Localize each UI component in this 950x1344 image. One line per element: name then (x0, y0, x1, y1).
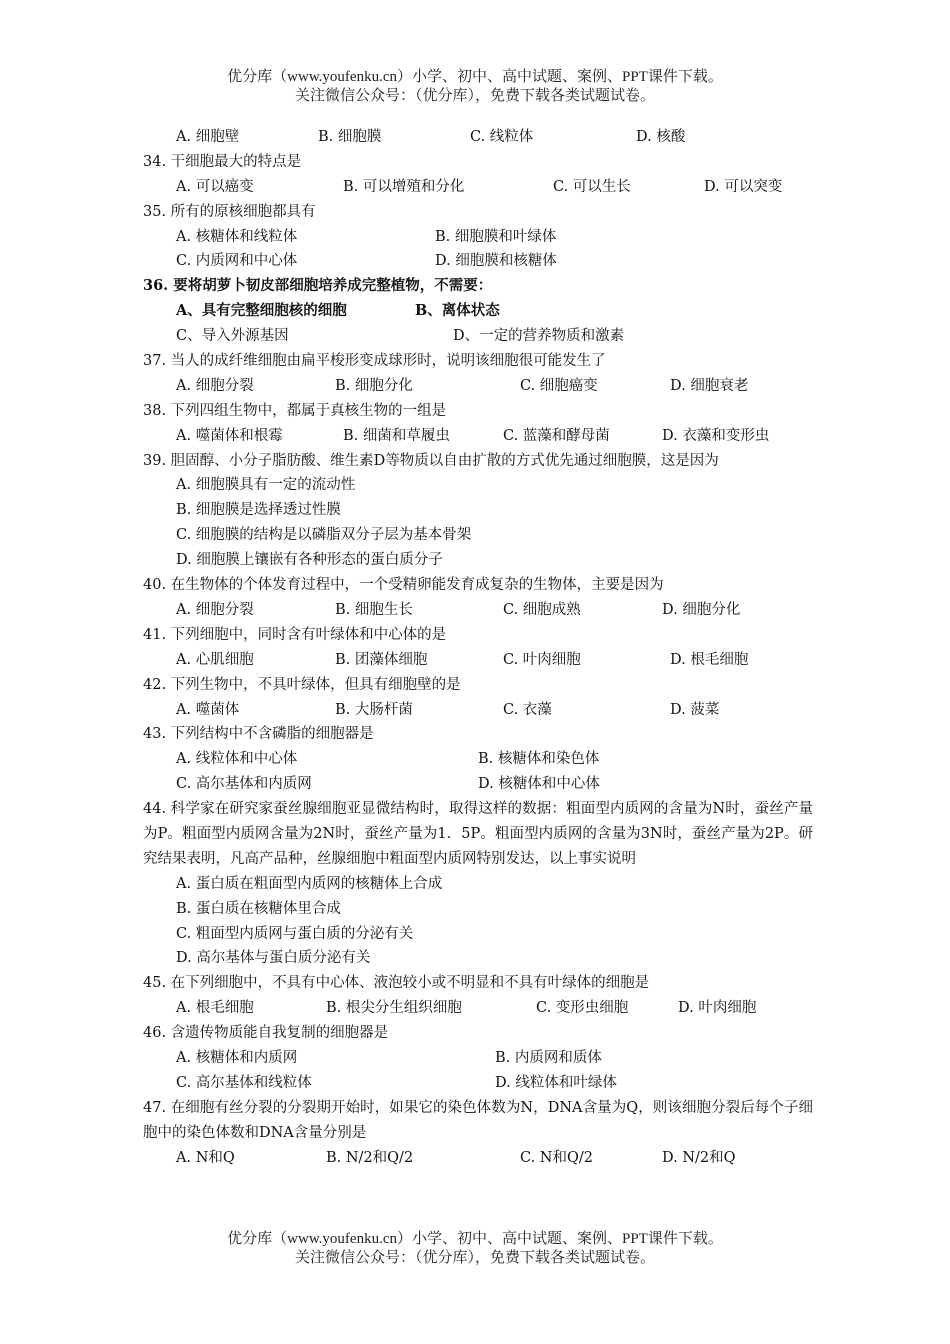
question-36-stem: 36. 要将胡萝卜韧皮部细胞培养成完整植物，不需要： (143, 277, 493, 295)
option-b: B. 根尖分生组织细胞 (326, 1000, 462, 1017)
question-33-options (143, 125, 813, 150)
question-41-stem: 41. 下列细胞中，同时含有叶绿体和中心体的是 (143, 626, 447, 643)
option-b: B. 细胞膜 (318, 129, 382, 145)
option-a: A. 根毛细胞 (176, 1000, 254, 1017)
option-c: C、导入外源基因 (176, 328, 289, 345)
question-list (143, 125, 813, 1171)
page-footer (0, 1230, 950, 1268)
question-46-stem: 46. 含遗传物质能自我复制的细胞器是 (143, 1025, 389, 1042)
footer-line-1: 优分库（www.youfenku.cn）小学、初中、高中试题、案例、PPT课件下载。 (227, 1231, 723, 1247)
option-a: A. 细胞分裂 (176, 601, 254, 618)
header-line-1: 优分库（www.youfenku.cn）小学、初中、高中试题、案例、PPT课件下载。 (227, 69, 723, 85)
option-c: C. 衣藻 (503, 701, 552, 718)
option-a: A. N和Q (176, 1149, 235, 1166)
option-b: B. 细菌和草履虫 (343, 427, 450, 444)
option-b: B. 核糖体和染色体 (478, 751, 600, 768)
question-39-stem: 39. 胆固醇、小分子脂肪酸、维生素D等物质以自由扩散的方式优先通过细胞膜，这是因为 (143, 452, 719, 469)
question-36-options-row1 (143, 299, 813, 324)
option-b: B、离体状态 (415, 302, 500, 320)
option-c: C. 可以生长 (553, 178, 631, 195)
option-c: C. 高尔基体和线粒体 (176, 1074, 312, 1091)
question-38-stem: 38. 下列四组生物中，都属于真核生物的一组是 (143, 402, 447, 419)
question-35-options-row1 (143, 225, 813, 250)
question-47-stem: 47. 在细胞有丝分裂的分裂期开始时，如果它的染色体数为N，DNA含量为Q，则该细胞分裂后每个子细胞中的染色体数和DNA含量分别是 (143, 1099, 813, 1141)
option-d: D. 衣藻和变形虫 (662, 427, 770, 444)
option-d: D. 叶肉细胞 (678, 1000, 757, 1017)
question-44-option-a: A. 蛋白质在粗面型内质网的核糖体上合成 (176, 875, 443, 892)
question-39-option-a: A. 细胞膜具有一定的流动性 (176, 477, 356, 494)
option-c: C. 内质网和中心体 (176, 253, 298, 270)
option-d: D. 细胞分化 (662, 601, 741, 618)
option-a: A. 噬菌体 (176, 701, 240, 718)
option-c: C. N和Q/2 (520, 1149, 593, 1166)
question-42-stem: 42. 下列生物中，不具叶绿体，但具有细胞壁的是 (143, 676, 461, 693)
question-36-options-row2 (143, 324, 813, 349)
option-b: B. 内质网和质体 (495, 1050, 602, 1067)
option-a: A. 细胞分裂 (176, 377, 254, 394)
question-44-stem: 44. 科学家在研究家蚕丝腺细胞亚显微结构时，取得这样的数据：粗面型内质网的含量为N时，蚕丝产量为P。粗面型内质网含量为2N时，蚕丝产量为1．5P。粗面型内质网的含量为3N时，蚕丝产量为2P。研究结果表明，凡高产品种，丝腺细胞中粗面型内质网特别发达，以上事实说明 (143, 801, 813, 867)
option-d: D. 核酸 (636, 129, 686, 145)
option-a: A. 噬菌体和根霉 (176, 427, 283, 444)
question-44-option-b: B. 蛋白质在核糖体里合成 (176, 900, 341, 917)
option-b: B. 细胞膜和叶绿体 (435, 228, 557, 245)
question-45-stem: 45. 在下列细胞中，不具有中心体、液泡较小或不明显和不具有叶绿体的细胞是 (143, 975, 650, 992)
option-c: C. 变形虫细胞 (536, 1000, 629, 1017)
question-44-option-c: C. 粗面型内质网与蛋白质的分泌有关 (176, 925, 414, 942)
option-b: B. 细胞分化 (335, 377, 413, 394)
option-c: C. 叶肉细胞 (503, 651, 581, 668)
option-c: C. 细胞成熟 (503, 601, 581, 618)
option-a: A. 细胞壁 (176, 129, 240, 145)
question-47-options (143, 1146, 813, 1171)
question-40-stem: 40. 在生物体的个体发育过程中，一个受精卵能发育成复杂的生物体，主要是因为 (143, 577, 664, 594)
option-d: D. N/2和Q (662, 1149, 736, 1166)
footer-line-2: 关注微信公众号：（优分库），免费下载各类试题试卷。 (294, 1250, 655, 1266)
header-line-2: 关注微信公众号：（优分库），免费下载各类试题试卷。 (294, 88, 655, 104)
question-40-options (143, 598, 813, 623)
question-39-option-c: C. 细胞膜的结构是以磷脂双分子层为基本骨架 (176, 527, 472, 544)
option-d: D. 核糖体和中心体 (478, 776, 600, 793)
option-b: B. 细胞生长 (335, 601, 413, 618)
option-a: A. 线粒体和中心体 (176, 751, 298, 768)
question-42-options (143, 698, 813, 723)
question-43-stem: 43. 下列结构中不含磷脂的细胞器是 (143, 726, 374, 743)
option-b: B. 可以增殖和分化 (343, 178, 465, 195)
option-b: B. N/2和Q/2 (326, 1149, 414, 1166)
option-d: D. 细胞膜和核糖体 (435, 253, 557, 270)
question-45-options (143, 996, 813, 1021)
question-39-option-d: D. 细胞膜上镶嵌有各种形态的蛋白质分子 (176, 552, 443, 569)
option-d: D. 菠菜 (670, 701, 720, 718)
option-d: D. 可以突变 (704, 178, 783, 195)
question-46-options-row1 (143, 1046, 813, 1071)
option-a: A. 核糖体和线粒体 (176, 228, 298, 245)
option-a: A、具有完整细胞核的细胞 (176, 302, 347, 320)
question-43-options-row1 (143, 747, 813, 772)
question-34-options (143, 175, 813, 200)
option-d: D. 根毛细胞 (670, 651, 749, 668)
option-a: A. 心肌细胞 (176, 651, 254, 668)
question-39-option-b: B. 细胞膜是选择透过性膜 (176, 502, 341, 519)
question-46-options-row2 (143, 1071, 813, 1096)
question-35-options-row2 (143, 249, 813, 274)
option-b: B. 大肠杆菌 (335, 701, 413, 718)
page-header (0, 68, 950, 106)
question-41-options (143, 648, 813, 673)
question-35-stem: 35. 所有的原核细胞都具有 (143, 203, 316, 220)
question-38-options (143, 424, 813, 449)
question-44-option-d: D. 高尔基体与蛋白质分泌有关 (176, 950, 371, 967)
question-34-stem: 34. 干细胞最大的特点是 (143, 153, 302, 170)
question-37-options (143, 374, 813, 399)
option-c: C. 高尔基体和内质网 (176, 776, 312, 793)
option-b: B. 团藻体细胞 (335, 651, 428, 668)
option-c: C. 细胞癌变 (520, 377, 598, 394)
option-d: D、一定的营养物质和激素 (453, 328, 625, 345)
question-37-stem: 37. 当人的成纤维细胞由扁平梭形变成球形时，说明该细胞很可能发生了 (143, 353, 606, 370)
option-d: D. 细胞衰老 (670, 377, 749, 394)
option-c: C. 线粒体 (470, 129, 534, 145)
option-d: D. 线粒体和叶绿体 (495, 1074, 617, 1091)
option-c: C. 蓝藻和酵母菌 (503, 427, 610, 444)
option-a: A. 可以癌变 (176, 178, 254, 195)
question-43-options-row2 (143, 772, 813, 797)
option-a: A. 核糖体和内质网 (176, 1050, 298, 1067)
